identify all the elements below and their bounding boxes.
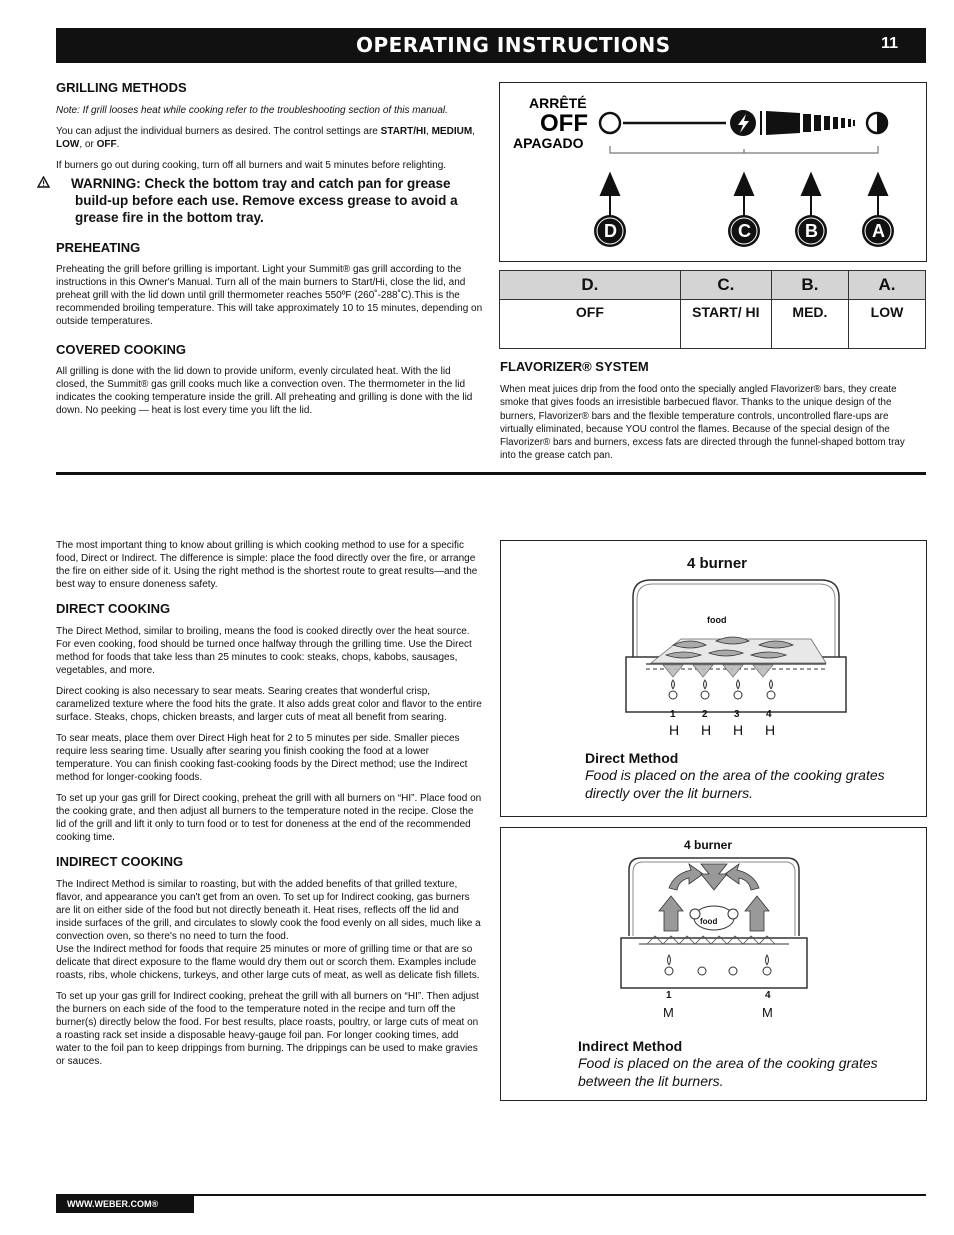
dial-label-es: APAGADO [513, 135, 584, 151]
knob-letter-b: B [805, 221, 818, 241]
direct-burner-setting-1: H [669, 722, 680, 738]
direct-burner-number-2: 2 [702, 709, 708, 720]
covered-cooking-text: All grilling is done with the lid down to provide uniform, evenly circulated heat. With the lid closed, the Summit® gas grill cooks much like a convection oven. The thermometer in the lid indicates the cooking temperature inside the grill. All preheating and grilling is done with the lid down. No peeking — heat is lost every time you lift the lid. [56, 366, 473, 416]
table-header-d: D. [500, 271, 681, 300]
indirect-burner-setting-1: M [663, 1005, 674, 1020]
preheating-text: Preheating the grill before grilling is important. Light your Summit® gas grill according to the instructions in this Owner's Manual. Turn all of the main burners to Start/Hi, close the lid, and preheat grill with the lid down until grill thermometer reaches 550ºF (260˚-288˚C).This is the recommended broiling temperature. This will take approximately 10 to 15 minutes, depending on outside temperatures. [56, 264, 483, 327]
indirect-caption [578, 1038, 878, 1090]
direct-burner-setting-2: H [701, 722, 712, 738]
table-cell-d: OFF [500, 300, 681, 349]
indirect-burner-number-4: 4 [765, 990, 771, 1001]
footer-url-tab [56, 1196, 194, 1213]
section-divider [56, 472, 926, 475]
indirect-method-figure [500, 827, 927, 1101]
direct-p3: To sear meats, place them over Direct High heat for 2 to 5 minutes per side. Smaller pieces require less searing time. Usually after searing you finish cooking the food at a lower temperature. You can finish cooking fast-cooking foods by the Direct method; use the Indirect method for longer-cooking foods. [56, 733, 468, 783]
flavorizer-heading: FLAVORIZER® SYSTEM [500, 359, 649, 374]
indirect-p1: The Indirect Method is similar to roasting, but with the added benefits of that grilled texture, flavor, and appearance you can't get from an oven. To set up for Indirect cooking, gas burners are lit on either side of the food but not directly beneath it. Heat rises, reflects off the lid and inside surfaces of the grill, and circulates to slowly cook the food evenly on all sides, much like a convection oven, so there's no need to turn the food. [56, 879, 481, 942]
knob-letter-c: C [738, 221, 751, 241]
grilling-p2: If burners go out during cooking, turn off all burners and wait 5 minutes before relighting. [56, 160, 447, 171]
indirect-food-label: food [700, 917, 718, 926]
burner-settings-table [499, 270, 926, 349]
indirect-figure-title: 4 burner [684, 838, 733, 852]
flavorizer-text: When meat juices drip from the food onto the specially angled Flavorizer® bars, they create smoke that gives foods an irresistible barbecued flavor. Thanks to the unique design of the burners, Flavorizer® bars and the flexible temperature controls, uncontrolled flare-ups are virtually eliminated, because YOU control the flames. Because of the special design of the Flavorizer® bars and burners, excess fats are directed through the funnel-shaped bottom tray into the grease catch pan. [500, 384, 905, 462]
indirect-burner-number-1: 1 [666, 990, 672, 1001]
indirect-cooking-heading: INDIRECT COOKING [56, 854, 184, 869]
page-title: OPERATING INSTRUCTIONS [356, 33, 671, 57]
indirect-caption-text: Food is placed on the area of the cooking grates between the lit burners. [578, 1055, 878, 1089]
table-cell-b: MED. [771, 300, 848, 349]
direct-method-figure [500, 540, 927, 817]
direct-caption-title: Direct Method [585, 750, 679, 766]
direct-cooking-heading: DIRECT COOKING [56, 601, 171, 616]
table-header-b: B. [771, 271, 848, 300]
direct-p4: To set up your gas grill for Direct cooking, preheat the grill with all burners on “HI”. Place food on the cooking grate, and then adjust all burners to the temperature noted in the recipe. Close the lid of the grill and lift it only to turn food or to test for doneness at the end of the recommended cooking time. [56, 793, 482, 843]
direct-p2: Direct cooking is also necessary to sear meats. Searing creates that wonderful crisp, caramelized texture where the food hits the grate. It also adds great color and flavor to the entire surface. Steaks, chops, chicken breasts, and larger cuts of meat all benefit from searing. [56, 686, 482, 723]
footer-url[interactable]: WWW.WEBER.COM® [67, 1199, 159, 1209]
preheating-heading: PREHEATING [56, 240, 141, 255]
indirect-caption-title: Indirect Method [578, 1038, 683, 1054]
off-circle-icon [600, 113, 620, 133]
direct-p1: The Direct Method, similar to broiling, means the food is cooked directly over the heat source. For even cooking, food should be turned once halfway through the grilling time. Use the Direct method for foods that take less than 25 minutes to cook: steaks, chops, kabobs, sausages, vegetables, and more. [56, 626, 472, 676]
indirect-p2: Use the Indirect method for foods that require 25 minutes or more of grilling time or that are so delicate that direct exposure to the flame would dry them out or scorch them. Examples include roasts, ribs, whole chickens, turkeys, and other large cuts of meat, as well as delicate fish fillets. [56, 944, 480, 981]
direct-grill-illustration [621, 577, 851, 717]
grilling-note: Note: If grill looses heat while cooking refer to the troubleshooting section of this manual. [56, 105, 448, 116]
grilling-p1: You can adjust the individual burners as desired. The control settings are START/HI, MEDIUM, LOW, or OFF. [56, 126, 475, 150]
grilling-methods-section [56, 80, 484, 417]
control-dial-diagram [499, 82, 927, 262]
warning-text: WARNING: Check the bottom tray and catch pan for grease build-up before each use. Remove excess grease to avoid a grease fire in the bottom tray. [71, 176, 458, 225]
page-number: 11 [881, 35, 898, 52]
direct-caption-text: Food is placed on the area of the cooking grates directly over the lit burners. [585, 767, 885, 801]
table-header-c: C. [680, 271, 771, 300]
direct-food-label: food [707, 615, 727, 625]
table-header-a: A. [848, 271, 925, 300]
indirect-p3: To set up your gas grill for Indirect cooking, preheat the grill with all burners on “HI”. Then adjust the burners on each side of the food to the temperature noted in the recipe and turn off the burner(s) directly below the food. For best results, place roasts, poultry, or large cuts of meat on a roasting rack set inside a disposable heavy-gauge foil pan. For longer cooking times, add water to the foil pan to keep drippings from burning. The drippings can be used to make gravies or sauces. [56, 991, 479, 1067]
direct-burner-number-3: 3 [734, 709, 740, 720]
direct-burner-number-1: 1 [670, 709, 676, 720]
direct-figure-title: 4 burner [687, 555, 748, 572]
flavorizer-section [500, 359, 920, 463]
low-setting-icon [867, 113, 887, 133]
warning-icon [56, 175, 71, 192]
table-cell-c: START/ HI [680, 300, 771, 349]
direct-burner-setting-4: H [765, 722, 776, 738]
direct-burner-number-4: 4 [766, 709, 772, 720]
grease-warning [56, 175, 484, 226]
flame-level-bars-icon [760, 111, 855, 135]
knob-letter-d: D [604, 221, 617, 241]
dial-label-fr: ARRÊTÉ [529, 95, 587, 111]
direct-burner-setting-3: H [733, 722, 744, 738]
knob-letter-a: A [872, 221, 885, 241]
table-cell-a: LOW [848, 300, 925, 349]
direct-caption [585, 750, 885, 802]
dial-label-en: OFF [540, 110, 588, 137]
covered-cooking-heading: COVERED COOKING [56, 342, 187, 357]
indirect-burner-setting-4: M [762, 1005, 773, 1020]
intro-text: The most important thing to know about grilling is which cooking method to use for a specific food, Direct or Indirect. The difference is simple: place the food directly over the fire, or arrange the fire on either side of it. Using the right method is the shortest route to great results—and the best way to ensure doneness safety. [56, 540, 478, 590]
header-bar [56, 28, 926, 63]
cooking-methods-section [56, 539, 484, 1068]
grilling-methods-heading: GRILLING METHODS [56, 80, 187, 95]
ignite-flame-icon [730, 110, 756, 136]
